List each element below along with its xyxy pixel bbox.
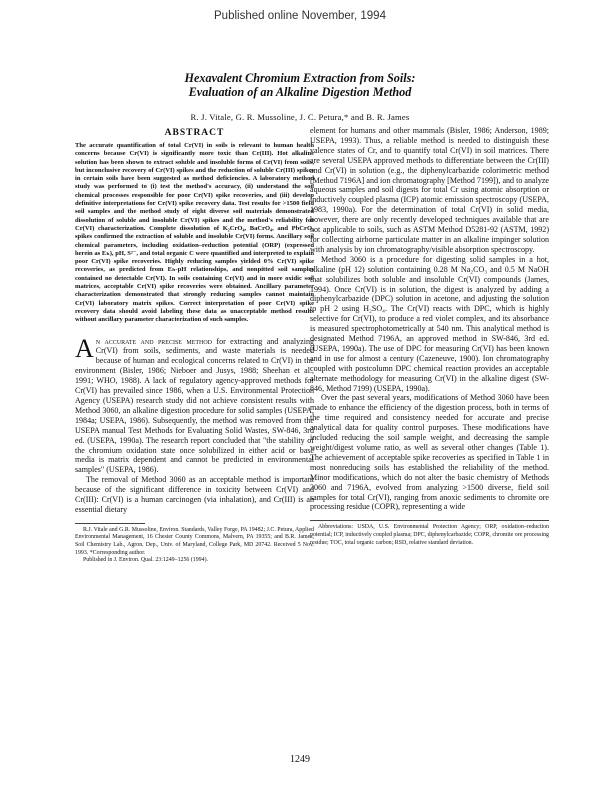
abstract-text: The accurate quantification of total Cr(VI) in soils is relevant to human health concerns because Cr(VI) is significantly more toxic than Cr(III). Hot alkaline solution has been shown to extract soluble and insoluble forms of Cr(VI) from soils, but inconclusive recovery of Cr(VI) spikes and the reduction of soluble Cr(III) spikes in certain soils have been suggested as method deficiencies. A laboratory method study was performed to (i) test the method's accuracy, (ii) understand the soil chemical processes responsible for poor Cr(VI) spike recoveries, and (iii) develop definitive interpretations for Cr(VI) spike recovery data. Test results for >1500 field soil samples and the method study of eight diverse soil materials demonstrated dissolution of soluble and insoluble Cr(VI) spikes and the method's reliability for Cr(VI) characterization. Complete dissolution of K₂CrO₄, BaCrO₄, and PbCrO₄ spikes confirmed the extraction of soluble and insoluble Cr(VI) forms. Ancillary soil chemical parameters, including oxidation–reduction potential (ORP) (expressed herein as Eₕ), pH, S²⁻, and total organic C were quantified and interpreted to explain poor Cr(VI) spike recoveries. Highly reducing samples yielded 0% Cr(VI) spike recoveries, as predicted from Eₕ-pH relationships, and nonpitted soil samples contained no detectable Cr(VI). In soils containing Cr(VI) and in more oxidic soil matrices, acceptable Cr(VI) spike recoveries were obtained. Ancillary parameter characterization demonstrated that strongly reducing samples cannot maintain Cr(VI) laboratory matrix spikes. Correct interpretation of poor Cr(VI) spike recovery data should avoid labeling these data as unacceptable method results without ancillary parameter characterization of such samples. bbox=[75, 142, 314, 324]
left-column bbox=[75, 126, 314, 565]
publication-banner: Published online November, 1994 bbox=[214, 10, 386, 22]
right-paragraph-1: element for humans and other mammals (Bisler, 1986; Anderson, 1989; USEPA, 1993). Thus, a reliable method is needed to distinguish these valence states of Cr, and to quantify total Cr(VI) in soil matrices. There are several USEPA approved methods to differentiate between the Cr(III) and Cr(VI) in solution (e.g., the diphenylcarbazide colorimetric method [Method 7196A] and ion chromatography [Method 7199]), and to analyze aqueous samples and soil digests for total Cr using atomic absorption or inductively coupled plasma (ICP) atomic emission spectroscopy (USEPA, 1983, 1990a). For the determination of total Cr(VI) in solid media, however, there are only recently developed techniques available that are not applicable to soils, such as ASTM Method D5281-92 (ASTM, 1992) for collecting airborne particulate matter in an alkaline impinger solution with analysis by ion chromatography/visible absorption spectroscopy. bbox=[310, 126, 549, 254]
intro-lead: n accurate and precise method bbox=[95, 336, 212, 346]
abstract-heading: ABSTRACT bbox=[164, 128, 225, 138]
right-paragraph-2: Method 3060 is a procedure for digesting solid samples in a hot, alkaline (pH 12) solution containing 0.28 M Na₂CO₃ and 0.5 M NaOH that solubilizes both soluble and insoluble Cr(VI) compounds (James, 1994). Once Cr(VI) is in solution, the digest is analyzed by adding a diphenylcarbazide (DPC) solution in acetone, and adjusting the solution to pH 2 using H₂SO₄. The Cr(VI) reacts with DPC, which is highly selective for Cr(VI), to produce a red violet complex, and its absorbance is measured spectrophotometrically at 540 nm. This analytical method is designated Method 7196A, an approved method in SW-846, 3rd ed. (USEPA, 1990a). The use of DPC for measuring Cr(VI) has been known and in use for almost a century (Cazeneuve, 1900). Ion chromatography coupled with postcolumn DPC chemical reaction provides an acceptable alternate methodology for measuring Cr(VI) in the alkaline digest (SW-846, Method 7199) (USEPA, 1990a). bbox=[310, 254, 549, 393]
article-title bbox=[40, 71, 560, 99]
page-number: 1249 bbox=[290, 754, 310, 765]
title-line-2: Evaluation of an Alkaline Digestion Method bbox=[188, 85, 412, 99]
title-line-1: Hexavalent Chromium Extraction from Soils: bbox=[184, 71, 416, 85]
intro-text: for extracting and analyzing Cr(VI) from soils, sediments, and waste materials is needed because of human and ecological concerns related to Cr(VI) in the environment (Bisler, 1986; Nieboer and Jusys, 1988; Sheehan et al., 1991; WHO, 1988). A lack of regulatory agency-approved methods for Cr(VI) has prevailed since 1986, when a U.S. Environmental Protection Agency (USEPA) research study did not achieve consistent results with Method 3060, an alkaline digestion procedure for solid samples (USEPA, 1984a; USEPA, 1986). Subsequently, the method was removed from the USEPA manual Test Methods for Evaluating Solid Wastes, SW-846, 3rd ed. (USEPA, 1990a). The research report concluded that "the stability of the chromium oxidation state once solubilized in either acid or base media is matrix dependent and cannot be predicted in environmental samples" (USEPA, 1986). bbox=[75, 336, 314, 475]
right-paragraph-3: Over the past several years, modifications of Method 3060 have been made to enhance the efficiency of the digestion process, both in terms of the time required and consistency needed for accurate and precise analytical data for quality control purposes. These modifications have included reducing the soil sample weight, and decreasing the sample weight/digest volume ratio, as well as several other changes (Table 1). The achievement of acceptable spike recoveries as specified in Table 1 in most nonreducing soils has established the reliability of the method. Minor modifications, which do not alter the basic chemistry of Methods 3060 and 7196A, evolved from analyzing >1500 diverse, field soil samples for total Cr(VI), ranging from anoxic sediments to chromite ore processing residue (COPR), representing a wide bbox=[310, 393, 549, 512]
paragraph-2: The removal of Method 3060 as an acceptable method is important because of the significant difference in toxicity between Cr(VI) and Cr(III): Cr(VI) is a human carcinogen (via inhalation), and Cr(III) is an essential dietary bbox=[75, 475, 314, 514]
drop-cap: A bbox=[75, 333, 94, 363]
right-column bbox=[310, 126, 549, 547]
abbreviations-note: Abbreviations: USDA, U.S. Environmental Protection Agency; ORP, oxidation–reduction potential; ICP, inductively coupled plasma; DPC, diphenylcarbazide; COPR, chromite ore processing residue; TOC, total organic carbon; RSD, relative standard deviation. bbox=[310, 524, 549, 546]
journal-reference: Published in J. Environ. Qual. 23:1249–1256 (1994). bbox=[83, 557, 209, 564]
abbreviations-rule bbox=[310, 520, 549, 521]
authors: R. J. Vitale, G. R. Mussoline, J. C. Petura,* and B. R. James bbox=[190, 112, 410, 122]
author-footnote: R.J. Vitale and G.R. Mussoline, Environ. Standards, Valley Forge, PA 19482; J.C. Petura, Applied Environmental Management, 16 Chester County Commons, Malvern, PA 19355; and B.R. James, Soil Chemistry Lab., Agron. Dep., Univ. of Maryland, College Park, MD 20742. Received 5 Nov. 1993. *Corresponding author. bbox=[75, 526, 314, 556]
intro-paragraph bbox=[75, 333, 314, 476]
footnote-rule bbox=[75, 523, 145, 524]
